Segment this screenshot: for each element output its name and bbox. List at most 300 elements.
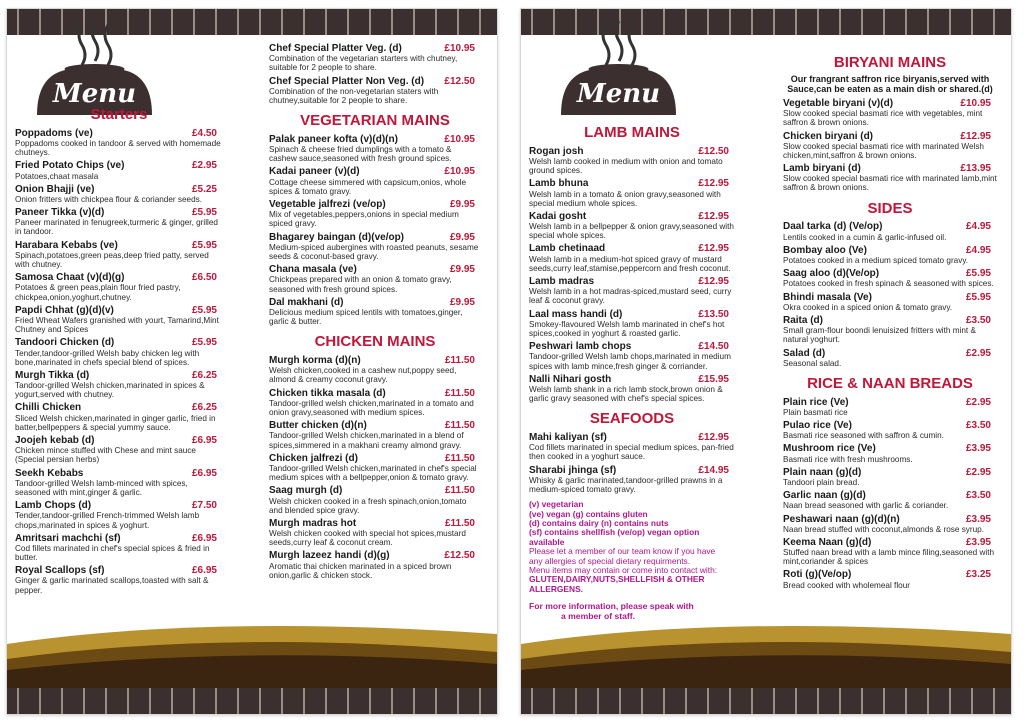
menu-item bbox=[529, 341, 735, 371]
legend-line: (v) vegetarian bbox=[529, 499, 584, 510]
gold-swoosh-decoration bbox=[7, 604, 497, 688]
menu-item-name: Poppadoms (ve) bbox=[15, 127, 93, 139]
menu-item-row bbox=[15, 128, 223, 139]
menu-item-name: Sharabi jhinga (sf) bbox=[529, 464, 617, 476]
menu-item bbox=[15, 565, 223, 595]
menu-item-name: Palak paneer kofta (v)(d)(n) bbox=[269, 133, 398, 145]
menu-item-name: Murgh lazeez handi (d)(g) bbox=[269, 550, 390, 562]
menu-item bbox=[783, 292, 997, 312]
menu-item-price: £10.95 bbox=[444, 43, 475, 54]
menu-item-row bbox=[15, 435, 223, 446]
menu-item-price: £2.95 bbox=[965, 396, 991, 408]
menu-item-price: £12.95 bbox=[960, 130, 991, 142]
menu-item-row bbox=[269, 297, 481, 308]
menu-item-row bbox=[783, 514, 997, 525]
menu-item-name: Laal mass handi (d) bbox=[529, 308, 623, 320]
menu-item-description: Sliced Welsh chicken,marinated in ginger garlic, fried in batter,bellpeppers & special yummy sauce. bbox=[15, 413, 216, 432]
menu-item-name: Paneer Tikka (v)(d) bbox=[15, 207, 105, 219]
menu-item-name: Lamb bhuna bbox=[529, 178, 589, 190]
menu-item-name: Lamb madras bbox=[529, 276, 595, 288]
menu-item bbox=[529, 243, 735, 273]
menu-item bbox=[15, 500, 223, 530]
menu-item-description: Chicken mince stuffed with Chese and mint sauce (Special persian herbs) bbox=[15, 446, 196, 465]
menu-item-name: Peshawari naan (g)(d)(n) bbox=[783, 513, 900, 525]
menu-item-name: Amritsari machchi (sf) bbox=[15, 532, 121, 544]
menu-item-description: Tandoor-grilled Welsh lamb-minced with spices, seasoned with mint,ginger & garlic. bbox=[15, 478, 188, 497]
menu-item-row bbox=[269, 388, 481, 399]
menu-item-price: £10.95 bbox=[444, 166, 475, 178]
menu-item-row bbox=[15, 402, 223, 413]
dietary-legend bbox=[529, 500, 735, 621]
menu-item-name: Salad (d) bbox=[783, 347, 826, 359]
biryani-sides-column bbox=[783, 51, 997, 593]
menu-logo-text: Menu bbox=[52, 79, 137, 109]
menu-item-price: £11.50 bbox=[444, 485, 475, 497]
menu-item-row bbox=[529, 243, 735, 254]
menu-item-price: £13.50 bbox=[698, 308, 729, 320]
menu-item-name: Joojeh kebab (d) bbox=[15, 435, 95, 447]
menu-item-row bbox=[529, 432, 735, 443]
menu-item-description: Welsh lamb cooked in medium with onion and tomato ground spices. bbox=[529, 156, 723, 176]
chicken-mains-list bbox=[269, 355, 481, 580]
menu-item-description: Potatoes cooked in a medium spiced tomato gravy. bbox=[783, 256, 969, 265]
menu-item-row bbox=[783, 245, 997, 256]
menu-item-description: Tender,tandoor-grilled Welsh baby chicken leg with bone,marinated in chefs special blend of spices. bbox=[15, 348, 200, 367]
menu-item-description: Welsh lamb in a bellpepper & onion gravy,seasoned with special whole spices. bbox=[529, 222, 734, 241]
menu-item-description: Cottage cheese simmered with capsicum,onios, whole spices & tomato gravy. bbox=[269, 177, 467, 196]
menu-item-description: Tandoor-grilled Welsh chicken,marinated in chef's special medium spices with a bellpepper,onion & tomato gravy. bbox=[269, 463, 477, 483]
menu-item-row bbox=[15, 500, 223, 511]
menu-item bbox=[783, 245, 997, 265]
menu-item bbox=[15, 337, 223, 367]
menu-item-price: £3.95 bbox=[965, 443, 991, 455]
menu-item-row bbox=[15, 305, 223, 316]
menu-item-description: Onion fritters with chickpea flour & coriander seeds. bbox=[15, 194, 203, 204]
menu-item bbox=[269, 518, 481, 548]
menu-item-price: £5.95 bbox=[191, 207, 217, 219]
menu-item-price: £5.25 bbox=[191, 183, 217, 195]
starters-column bbox=[15, 103, 223, 598]
menu-item bbox=[269, 388, 481, 418]
menu-item-row bbox=[529, 309, 735, 320]
lamb-mains-heading: LAMB MAINS bbox=[584, 124, 680, 141]
menu-item-price: £6.25 bbox=[191, 369, 217, 381]
menu-item-description: Welsh chicken cooked in a fresh spinach,onion,tomato and blended spice gravy. bbox=[269, 496, 467, 515]
menu-item-price: £13.95 bbox=[960, 163, 991, 175]
menu-item-row bbox=[783, 292, 997, 303]
menu-item-name: Seekh Kebabs bbox=[15, 467, 84, 479]
allergen-list: GLUTEN,DAIRY,NUTS,SHELLFISH & OTHER ALLERGENS. bbox=[529, 574, 705, 594]
menu-item-description: Whisky & garlic marinated,tandoor-grilled prawns in a medium-spiced tomato gravy. bbox=[529, 475, 723, 495]
menu-item-row bbox=[269, 199, 481, 210]
menu-item-name: Chicken biryani (d) bbox=[783, 130, 874, 142]
menu-item-name: Fried Potato Chips (ve) bbox=[15, 160, 125, 172]
menu-item bbox=[529, 309, 735, 339]
mains-column bbox=[269, 43, 481, 583]
menu-item-name: Garlic naan (g)(d) bbox=[783, 490, 866, 502]
biryani-mains-list bbox=[783, 98, 997, 193]
menu-item bbox=[783, 514, 997, 534]
menu-item-description: Potatoes,chaat masala bbox=[15, 171, 99, 181]
rice-naan-list bbox=[783, 397, 997, 590]
menu-item-price: £9.95 bbox=[449, 296, 475, 308]
menu-item bbox=[783, 348, 997, 368]
menu-item-row bbox=[269, 264, 481, 275]
menu-item-description: Spinach,potatoes,green peas,deep fried patty, served with chutney. bbox=[15, 250, 209, 270]
menu-item-price: £14.95 bbox=[698, 464, 729, 476]
menu-item-row bbox=[15, 468, 223, 479]
menu-item-name: Bombay aloo (Ve) bbox=[783, 244, 867, 256]
menu-item bbox=[15, 240, 223, 270]
menu-item bbox=[269, 166, 481, 196]
menu-item-description: Slow cooked special basmati rice with vegetables, mint saffron & brown onions. bbox=[783, 109, 983, 128]
menu-item bbox=[269, 134, 481, 164]
menu-item-price: £11.50 bbox=[444, 355, 475, 367]
menu-item-row bbox=[783, 397, 997, 408]
menu-item-price: £5.95 bbox=[965, 268, 991, 280]
menu-item-row bbox=[783, 268, 997, 279]
menu-item-row bbox=[783, 420, 997, 431]
menu-item-description: Welsh chicken cooked with special hot spices,mustard seeds,curry leaf & coconut cream. bbox=[269, 529, 466, 548]
menu-item-row bbox=[15, 565, 223, 576]
seafoods-list bbox=[529, 432, 735, 494]
menu-item-name: Chicken tikka masala (d) bbox=[269, 387, 386, 399]
right-menu-page bbox=[520, 8, 1012, 715]
menu-item-price: £15.95 bbox=[698, 373, 729, 385]
menu-item-price: £5.95 bbox=[965, 291, 991, 303]
menu-item-description: Smokey-flavoured Welsh lamb marinated in chef's hot spices,cooked in yoghurt & roasted garlic. bbox=[529, 319, 725, 338]
biryani-intro: Our frangrant saffron rice biryanis,served with Sauce,can be eaten as a main dish or shared.(d) bbox=[787, 73, 993, 94]
menu-item-name: Chana masala (ve) bbox=[269, 264, 357, 276]
menu-item-description: Seasonal salad. bbox=[783, 358, 842, 368]
menu-item-row bbox=[783, 490, 997, 501]
left-menu-page bbox=[6, 8, 498, 715]
menu-item-description: Lentils cooked in a cumin & garlic-infused oil. bbox=[783, 232, 947, 242]
menu-item bbox=[269, 232, 481, 262]
menu-item-price: £6.25 bbox=[191, 402, 217, 414]
vegetarian-mains-heading: VEGETARIAN MAINS bbox=[300, 112, 450, 130]
menu-item-row bbox=[15, 272, 223, 283]
menu-item-description: Welsh lamb shank in a rich lamb stock,brown onion & garlic gravy seasoned with chef's special spices. bbox=[529, 384, 723, 404]
menu-item bbox=[15, 272, 223, 302]
menu-item-price: £12.95 bbox=[698, 432, 729, 444]
menu-item bbox=[269, 199, 481, 229]
menu-item-price: £10.95 bbox=[444, 133, 475, 145]
menu-item-price: £4.50 bbox=[191, 127, 217, 139]
menu-item-description: Delicious medium spiced lentils with tomatoes,ginger, garlic & butter. bbox=[269, 307, 463, 327]
menu-item-description: Spinach & cheese fried dumplings with a tomato & cashew sauce,seasoned with fresh ground spices. bbox=[269, 145, 452, 164]
menu-item-description: Basmati rice seasoned with saffron & cumin. bbox=[783, 431, 944, 441]
menu-item-name: Daal tarka (d) (Ve/op) bbox=[783, 221, 883, 233]
menu-item bbox=[783, 131, 997, 161]
menu-item-name: Saag aloo (d)(Ve/op) bbox=[783, 268, 880, 280]
menu-item-description: Combination of the non-vegetarian staters with chutney,suitable for 2 people to share. bbox=[269, 86, 439, 105]
menu-item bbox=[15, 128, 223, 158]
menu-item-name: Kadai paneer (v)(d) bbox=[269, 166, 360, 178]
menu-item-description: Fried Wheat Wafers granished with yourt, Tamarind,Mint Chutney and Spices bbox=[15, 315, 219, 335]
menu-item-price: £14.50 bbox=[698, 341, 729, 353]
menu-item-price: £5.95 bbox=[191, 337, 217, 349]
menu-item-row bbox=[783, 221, 997, 232]
menu-item-name: Bhindi masala (Ve) bbox=[783, 291, 872, 303]
menu-item bbox=[529, 178, 735, 208]
menu-item-row bbox=[269, 232, 481, 243]
menu-item-row bbox=[269, 518, 481, 529]
menu-logo bbox=[551, 17, 686, 117]
menu-item-description: Paneer marinated in fenugreek,turmeric & ginger, grilled in tandoor. bbox=[15, 218, 218, 237]
menu-item-price: £9.95 bbox=[449, 231, 475, 243]
menu-item-name: Nalli Nihari gosth bbox=[529, 373, 612, 385]
menu-item-row bbox=[269, 420, 481, 431]
menu-item-name: Dal makhani (d) bbox=[269, 296, 344, 308]
menu-item-description: Stuffed naan bread with a lamb mince filing,seasoned with mint,coriander & spices bbox=[783, 548, 995, 567]
menu-item-price: £3.50 bbox=[965, 420, 991, 432]
menu-item-name: Peshwari lamb chops bbox=[529, 341, 632, 353]
menu-item-price: £12.50 bbox=[444, 75, 475, 87]
menu-item bbox=[269, 264, 481, 294]
menu-item-description: Aromatic thai chicken marinated in a spiced brown onion,garlic & chicken stock. bbox=[269, 561, 452, 580]
menu-item-description: Tandoor-grilled Welsh lamb chops,marinated in medium spices with lamb mince,fresh ginger & corriander. bbox=[529, 352, 731, 371]
menu-item bbox=[269, 420, 481, 450]
menu-item-name: Raita (d) bbox=[783, 314, 823, 326]
menu-item-name: Rogan josh bbox=[529, 145, 584, 157]
menu-item-price: £2.95 bbox=[191, 160, 217, 172]
starters-list bbox=[15, 128, 223, 595]
menu-item-row bbox=[269, 76, 481, 87]
menu-item-price: £3.50 bbox=[965, 314, 991, 326]
menu-item bbox=[529, 276, 735, 306]
menu-item bbox=[269, 453, 481, 483]
menu-item-description: Small gram-flour boondi lenuisized fritters with mint & natural yoghurt. bbox=[783, 326, 976, 345]
menu-item-name: Chef Special Platter Veg. (d) bbox=[269, 43, 402, 54]
menu-item bbox=[269, 485, 481, 515]
menu-item-description: Welsh lamb in a tomato & onion gravy,seasoned with special medium whole spices. bbox=[529, 189, 721, 208]
menu-item bbox=[783, 537, 997, 567]
menu-item-price: £3.95 bbox=[965, 513, 991, 525]
menu-item bbox=[529, 374, 735, 404]
menu-item-row bbox=[783, 98, 997, 109]
menu-item-row bbox=[783, 443, 997, 454]
menu-item bbox=[783, 397, 997, 417]
menu-item bbox=[269, 355, 481, 385]
menu-item-price: £12.95 bbox=[698, 276, 729, 288]
menu-item-description: Potatoes & green peas,plain flour fried pastry, chickpea,onion,yoghurt,chutney. bbox=[15, 283, 181, 302]
menu-item-description: Tandoor-grilled welsh chicken,marinated in a tomato and onion gravy,seasoned with medium spices. bbox=[269, 398, 474, 418]
menu-item-price: £3.50 bbox=[965, 490, 991, 502]
menu-item-row bbox=[269, 166, 481, 177]
menu-item-name: Royal Scallops (sf) bbox=[15, 565, 105, 577]
menu-item-row bbox=[269, 43, 481, 54]
menu-item bbox=[783, 443, 997, 463]
menu-item-name: Lamb Chops (d) bbox=[15, 500, 92, 512]
menu-item-description: Naan bread seasoned with garlic & coriander. bbox=[783, 501, 949, 511]
allergy-note-line: Menu items may contain or come into contact with: bbox=[529, 565, 718, 576]
menu-item-row bbox=[529, 178, 735, 189]
menu-item-price: £11.50 bbox=[444, 387, 475, 399]
menu-item-name: Harabara Kebabs (ve) bbox=[15, 239, 118, 251]
info-note-line: a member of staff. bbox=[561, 610, 636, 621]
menu-item bbox=[783, 163, 997, 193]
menu-item-row bbox=[783, 131, 997, 142]
menu-item-name: Chicken jalfrezi (d) bbox=[269, 452, 358, 464]
biryani-mains-heading: BIRYANI MAINS bbox=[833, 54, 947, 71]
menu-item bbox=[783, 467, 997, 487]
menu-item-name: Vegetable jalfrezi (ve/op) bbox=[269, 199, 386, 211]
menu-item-price: £3.95 bbox=[965, 536, 991, 548]
menu-item-row bbox=[15, 207, 223, 218]
menu-item-row bbox=[783, 537, 997, 548]
menu-item-price: £6.95 bbox=[191, 565, 217, 577]
menu-item-name: Murgh madras hot bbox=[269, 517, 357, 529]
menu-item-name: Bhagarey baingan (d)(ve/op) bbox=[269, 231, 405, 243]
menu-item bbox=[15, 160, 223, 180]
menu-item-row bbox=[269, 134, 481, 145]
menu-item bbox=[783, 268, 997, 288]
menu-item-price: £12.50 bbox=[698, 145, 729, 157]
menu-item-name: Murgh Tikka (d) bbox=[15, 369, 90, 381]
menu-item bbox=[529, 432, 735, 462]
menu-item bbox=[529, 211, 735, 241]
menu-item-price: £3.25 bbox=[965, 569, 991, 581]
menu-item-price: £10.95 bbox=[960, 97, 991, 109]
menu-item-row bbox=[783, 163, 997, 174]
menu-item bbox=[15, 468, 223, 498]
menu-item-name: Plain naan (g)(d) bbox=[783, 466, 862, 478]
menu-item-price: £7.50 bbox=[191, 500, 217, 512]
menu-item bbox=[15, 435, 223, 465]
seafoods-heading: SEAFOODS bbox=[589, 410, 675, 428]
menu-item-row bbox=[269, 355, 481, 366]
info-note-line: For more information, please speak with bbox=[529, 601, 694, 612]
starters-heading: Starters bbox=[90, 106, 148, 123]
menu-item-row bbox=[15, 184, 223, 195]
menu-item-row bbox=[15, 337, 223, 348]
legend-line: (d) contains dairy (n) contains nuts bbox=[529, 518, 669, 529]
menu-item-name: Plain rice (Ve) bbox=[783, 396, 849, 408]
menu-item-row bbox=[15, 533, 223, 544]
menu-item-name: Chef Special Platter Non Veg. (d) bbox=[269, 75, 425, 87]
menu-item bbox=[783, 315, 997, 345]
menu-item-description: Cod fillets marinated in chef's special spices & fried in butter. bbox=[15, 543, 210, 563]
menu-item bbox=[783, 221, 997, 241]
menu-logo bbox=[27, 17, 162, 117]
menu-item-price: £9.95 bbox=[449, 199, 475, 211]
legend-line: (sf) contains shellfish (ve/op) vegan option available bbox=[529, 527, 700, 547]
menu-item-price: £2.95 bbox=[965, 347, 991, 359]
rice-naan-heading: RICE & NAAN BREADS bbox=[807, 374, 973, 392]
menu-item-name: Tandoori Chicken (d) bbox=[15, 337, 115, 349]
menu-item-name: Lamb biryani (d) bbox=[783, 163, 861, 175]
menu-item-description: Naan bread stuffed with coconut,almonds & rose syrup. bbox=[783, 524, 985, 534]
menu-item-price: £6.95 bbox=[191, 532, 217, 544]
menu-item-description: Welsh lamb in a medium-hot spiced gravy of mustard seeds,curry leaf,stamise,peppercorn and fresh coconut. bbox=[529, 254, 731, 273]
menu-item-price: £11.50 bbox=[444, 452, 475, 464]
menu-item-row bbox=[269, 550, 481, 561]
menu-item-row bbox=[529, 211, 735, 222]
menu-item-price: £4.95 bbox=[965, 244, 991, 256]
menu-item-description: Tandoor-grilled Welsh chicken,marinated in a blend of spices,simmered in a makhani creamy almond gravy. bbox=[269, 431, 464, 450]
menu-item-description: Basmati rice with fresh mushrooms. bbox=[783, 454, 913, 464]
bottom-ornament-band bbox=[7, 688, 497, 714]
menu-item-price: £12.95 bbox=[698, 243, 729, 255]
menu-item bbox=[15, 402, 223, 432]
menu-item-name: Roti (g)(Ve/op) bbox=[783, 569, 852, 581]
menu-item-price: £12.95 bbox=[698, 178, 729, 190]
menu-item bbox=[783, 490, 997, 510]
menu-item-price: £6.95 bbox=[191, 467, 217, 479]
chicken-mains-heading: CHICKEN MAINS bbox=[314, 333, 436, 351]
menu-item-name: Mahi kaliyan (sf) bbox=[529, 432, 607, 444]
menu-item bbox=[783, 98, 997, 128]
menu-item-name: Vegetable biryani (v)(d) bbox=[783, 97, 894, 109]
menu-item-row bbox=[269, 453, 481, 464]
menu-item-price: £11.50 bbox=[444, 517, 475, 529]
menu-item-row bbox=[783, 348, 997, 359]
menu-item-description: Plain basmati rice bbox=[783, 407, 848, 417]
menu-item bbox=[15, 207, 223, 237]
menu-item-name: Pulao rice (Ve) bbox=[783, 420, 852, 432]
menu-item bbox=[529, 465, 735, 495]
menu-item-name: Butter chicken (d)(n) bbox=[269, 420, 367, 432]
menu-item-row bbox=[15, 370, 223, 381]
menu-item-price: £9.95 bbox=[449, 264, 475, 276]
menu-item-row bbox=[529, 341, 735, 352]
menu-item-description: Ginger & garlic marinated scallops,toasted with salt & pepper. bbox=[15, 576, 209, 595]
menu-item-description: Medium-spiced aubergines with roasted peanuts, sesame seeds & coconut-based gravy. bbox=[269, 242, 479, 261]
menu-item bbox=[15, 184, 223, 204]
menu-item-name: Papdi Chhat (g)(d)(v) bbox=[15, 304, 114, 316]
menu-item-row bbox=[529, 146, 735, 157]
menu-item-name: Onion Bhajji (ve) bbox=[15, 183, 95, 195]
menu-item-description: Tandoori plain bread. bbox=[783, 477, 860, 487]
menu-item bbox=[783, 569, 997, 589]
menu-item-name: Mushroom rice (Ve) bbox=[783, 443, 876, 455]
menu-item-description: Chickpeas prepared with an onion & tomato gravy, seasoned with fresh ground spices. bbox=[269, 275, 452, 294]
menu-item-description: Slow cooked special basmati rice with marinated Welsh chicken,mint,saffron & brown onions. bbox=[783, 141, 984, 160]
menu-item-name: Kadai gosht bbox=[529, 210, 587, 222]
menu-item-description: Bread cooked with wholemeal flour bbox=[783, 580, 910, 590]
info-note bbox=[529, 602, 735, 621]
menu-item bbox=[15, 305, 223, 335]
menu-item-row bbox=[529, 465, 735, 476]
menu-item-description: Poppadoms cooked in tandoor & served with homemade chutneys. bbox=[15, 138, 221, 158]
menu-item-description: Welsh lamb in a hot madras-spiced,mustard seed, curry leaf & coconut gravy. bbox=[529, 287, 732, 306]
menu-item-price: £6.50 bbox=[191, 272, 217, 284]
menu-item-description: Tandoor-grilled Welsh chicken,marinated in spices & yogurt,served with chutney. bbox=[15, 381, 205, 400]
menu-item-price: £11.50 bbox=[444, 420, 475, 432]
menu-item-row bbox=[783, 467, 997, 478]
menu-item-price: £4.95 bbox=[965, 221, 991, 233]
menu-item-row bbox=[15, 160, 223, 171]
lamb-mains-list bbox=[529, 146, 735, 404]
menu-item-price: £5.95 bbox=[191, 304, 217, 316]
menu-item-name: Murgh korma (d)(n) bbox=[269, 355, 361, 367]
legend-line: (ve) vegan (g) contains gluten bbox=[529, 508, 648, 519]
menu-item-description: Slow cooked special basmati rice with marinated lamb,mint saffron & brown onions. bbox=[783, 174, 997, 193]
menu-item-description: Welsh chicken,cooked in a cashew nut,poppy seed, almond & creamy coconut gravy. bbox=[269, 366, 457, 385]
menu-item-price: £2.95 bbox=[965, 466, 991, 478]
menu-item-description: Potatoes cooked in fresh spinach & seasoned with spices. bbox=[783, 279, 994, 289]
menu-item-description: Combination of the vegetarian starters with chutney, suitable for 2 people to share. bbox=[269, 54, 458, 73]
menu-item-row bbox=[529, 276, 735, 287]
menu-item bbox=[529, 146, 735, 176]
menu-item-price: £5.95 bbox=[191, 239, 217, 251]
menu-item bbox=[15, 533, 223, 563]
vegetarian-mains-list bbox=[269, 134, 481, 326]
menu-logo-text: Menu bbox=[576, 79, 661, 109]
menu-item bbox=[269, 297, 481, 327]
menu-item-row bbox=[783, 315, 997, 326]
